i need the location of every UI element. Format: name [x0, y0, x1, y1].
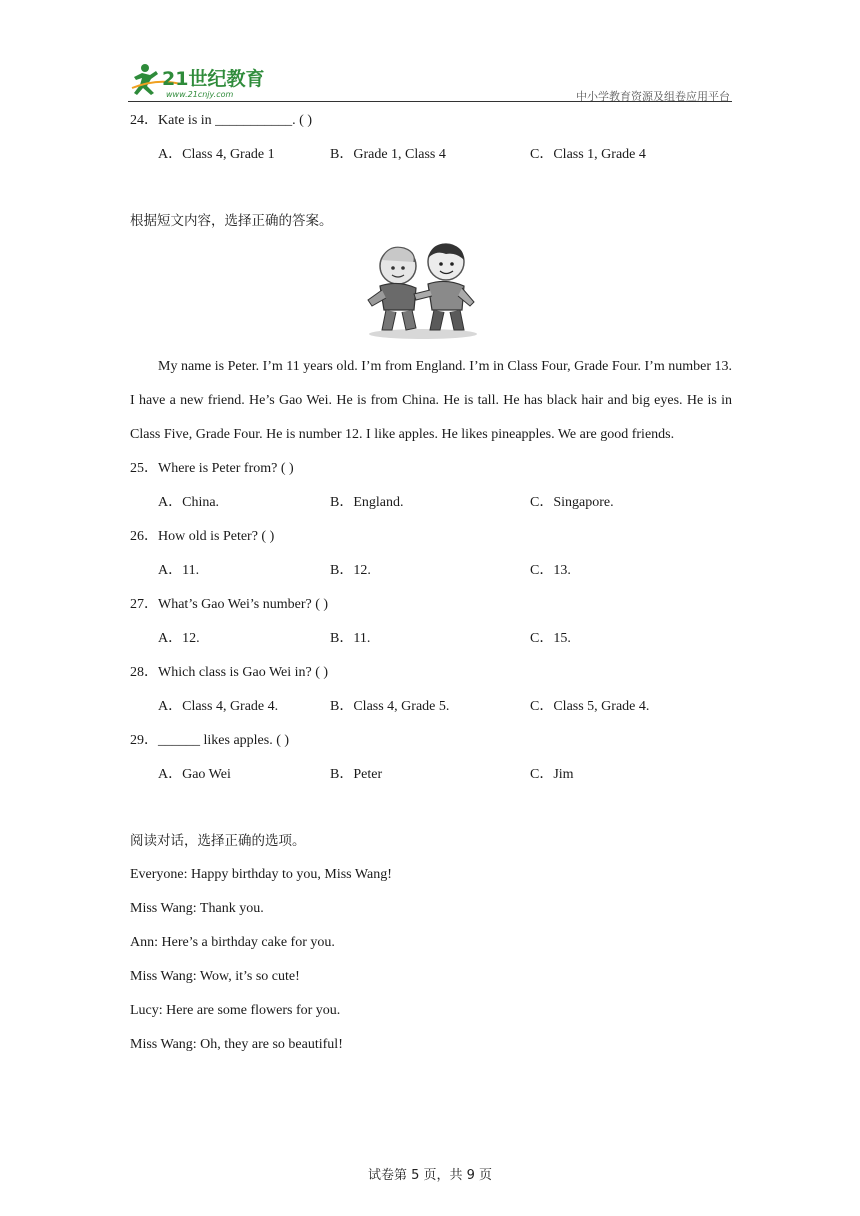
dialogue [130, 858, 732, 1062]
question-28 [130, 656, 732, 724]
logo-url: www.21cnjy.com [166, 90, 234, 99]
question-text: 25．Where is Peter from? ( ) [130, 461, 294, 476]
page-content [130, 104, 732, 1062]
header-divider [128, 101, 732, 102]
option-b: B．Grade 1, Class 4 [330, 147, 446, 162]
option-a: A．12. [158, 631, 200, 646]
dialogue-line: Everyone: Happy birthday to you, Miss Wang! [130, 867, 392, 882]
option-b: B．11. [330, 631, 371, 646]
option-c: C．Jim [530, 767, 574, 782]
question-options [130, 486, 732, 520]
site-logo [128, 62, 268, 100]
question-options [130, 622, 732, 656]
question-options [130, 690, 732, 724]
dialogue-line: Ann: Here’s a birthday cake for you. [130, 935, 335, 950]
dialogue-instruction: 阅读对话，选择正确的选项。 [130, 833, 306, 849]
question-29 [130, 724, 732, 792]
header-tagline: 中小学教育资源及组卷应用平台 [576, 90, 730, 103]
option-b: B．Class 4, Grade 5. [330, 699, 450, 714]
question-options [130, 758, 732, 792]
dialogue-line: Miss Wang: Wow, it’s so cute! [130, 969, 300, 984]
option-b: B．Peter [330, 767, 383, 782]
question-text: 28．Which class is Gao Wei in? ( ) [130, 665, 329, 680]
question-24-options [130, 138, 732, 172]
page-header [128, 62, 732, 104]
question-26 [130, 520, 732, 588]
option-a: A．Class 4, Grade 1 [158, 147, 275, 162]
dialogue-line: Miss Wang: Oh, they are so beautiful! [130, 1037, 343, 1052]
option-a: A．China. [158, 495, 220, 510]
option-c: C．Class 5, Grade 4. [530, 699, 650, 714]
option-c: C．Class 1, Grade 4 [530, 147, 646, 162]
option-a: A．11. [158, 563, 200, 578]
question-text: 27．What’s Gao Wei’s number? ( ) [130, 597, 329, 612]
dialogue-line: Lucy: Here are some flowers for you. [130, 1003, 341, 1018]
question-27 [130, 588, 732, 656]
question-24: 24．Kate is in ___________. ( ) [130, 113, 312, 128]
reading-passage: My name is Peter. I’m 11 years old. I’m from England. I’m in Class Four, Grade Four. I’m number 13. I have a new friend. He’s Gao Wei. He is from China. He is tall. He has black hair and big eyes. He is in Class Five, Grade Four. He is number 12. I like apples. He likes pineapples. We are good friends. [130, 359, 732, 442]
option-a: A．Gao Wei [158, 767, 231, 782]
reading-instruction: 根据短文内容，选择正确的答案。 [130, 213, 333, 229]
option-b: B．12. [330, 563, 371, 578]
question-25 [130, 452, 732, 520]
page-footer: 试卷第 5 页，共 9 页 [367, 1168, 493, 1183]
option-c: C．Singapore. [530, 495, 614, 510]
option-a: A．Class 4, Grade 4. [158, 699, 279, 714]
option-b: B．England. [330, 495, 404, 510]
option-c: C．13. [530, 563, 571, 578]
logo-text: 21世纪教育 [162, 68, 265, 90]
option-c: C．15. [530, 631, 571, 646]
question-text: 26．How old is Peter? ( ) [130, 529, 275, 544]
question-options [130, 554, 732, 588]
question-text: 29．______ likes apples. ( ) [130, 733, 290, 748]
dialogue-line: Miss Wang: Thank you. [130, 901, 264, 916]
illustration-figure [130, 238, 732, 350]
two-boys-illustration-icon [358, 238, 488, 342]
